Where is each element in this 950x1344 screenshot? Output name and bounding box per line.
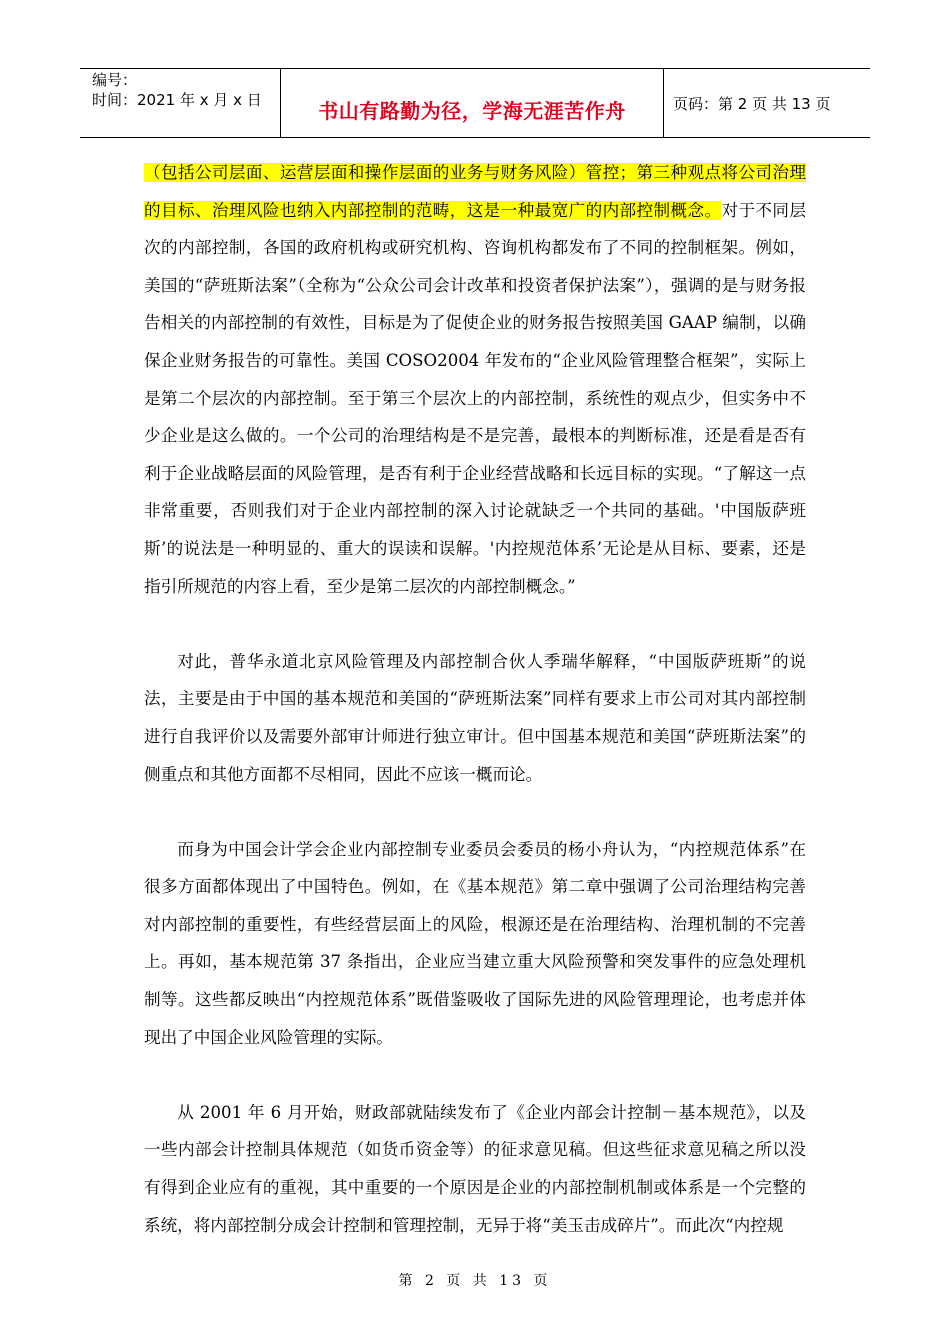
header-page-info: 页码：第 2 页 共 13 页 (673, 94, 831, 113)
header-motto: 书山有路勤为径，学海无涯苦作舟 (318, 98, 626, 123)
document-body (144, 154, 806, 1244)
highlighted-text: （包括公司层面、运营层面和操作层面的业务与财务风险）管控；第三种观点将公司治理的目标、治理风险也纳入内部控制的范畴，这是一种最宽广的内部控制概念。 (144, 163, 806, 220)
document-header (80, 68, 870, 138)
document-number-label: 编号： (92, 71, 138, 89)
paragraph-4: 从 2001 年 6 月开始，财政部就陆续发布了《企业内部会计控制－基本规范》，以及一些内部会计控制具体规范（如货币资金等）的征求意见稿。但这些征求意见稿之所以没有得到企业应有的重视，其中重要的一个原因是企业的内部控制机制或体系是一个完整的系统，将内部控制分成会计控制和管理控制，无异于将“美玉击成碎片”。而此次“内控规 (144, 1102, 806, 1235)
header-page-cell (663, 69, 870, 137)
page-footer: 第 2 页 共 13 页 (398, 1273, 552, 1289)
paragraph-spacer (144, 793, 806, 831)
paragraph-spacer (144, 605, 806, 643)
paragraph-1-text: 对于不同层次的内部控制，各国的政府机构或研究机构、咨询机构都发布了不同的控制框架。例如，美国的“萨班斯法案”（全称为“公众公司会计改革和投资者保护法案”），强调的是与财务报告相关的内部控制的有效性，目标是为了促使企业的财务报告按照美国 GAAP 编制，以确保企业财务报告的可靠性。美国 COSO2004 年发布的“企业风险管理整合框架”，实际上是第二个层次的内部控制。至于第三个层次上的内部控制，系统性的观点少，但实务中不少企业是这么做的。一个公司的治理结构是不是完善，最根本的判断标准，还是看是否有利于企业战略层面的风险管理，是否有利于企业经营战略和长远目标的实现。“了解这一点非常重要，否则我们对于企业内部控制的深入讨论就缺乏一个共同的基础。'中国版萨班斯’的说法是一种明显的、重大的误读和误解。'内控规范体系’无论是从目标、要素，还是指引所规范的内容上看，至少是第二层次的内部控制概念。” (144, 200, 806, 596)
paragraph-3: 而身为中国会计学会企业内部控制专业委员会委员的杨小舟认为，“内控规范体系”在很多方面都体现出了中国特色。例如，在《基本规范》第二章中强调了公司治理结构完善对内部控制的重要性，有些经营层面上的风险，根源还是在治理结构、治理机制的不完善上。再如，基本规范第 37 条指出，企业应当建立重大风险预警和突发事件的应急处理机制等。这些都反映出“内控规范体系”既借鉴吸收了国际先进的风险管理理论，也考虑并体现出了中国企业风险管理的实际。 (144, 839, 806, 1047)
header-motto-cell (280, 69, 664, 137)
paragraph-spacer (144, 1056, 806, 1094)
paragraph-1 (144, 154, 806, 605)
document-date: 时间：2021 年 x 月 x 日 (92, 91, 262, 109)
paragraph-2: 对此，普华永道北京风险管理及内部控制合伙人季瑞华解释，“中国版萨班斯”的说法，主要是由于中国的基本规范和美国的“萨班斯法案”同样有要求上市公司对其内部控制进行自我评价以及需要外部审计师进行独立审计。但中国基本规范和美国“萨班斯法案”的侧重点和其他方面都不尽相同，因此不应该一概而论。 (144, 651, 806, 784)
header-meta-cell (80, 69, 280, 137)
